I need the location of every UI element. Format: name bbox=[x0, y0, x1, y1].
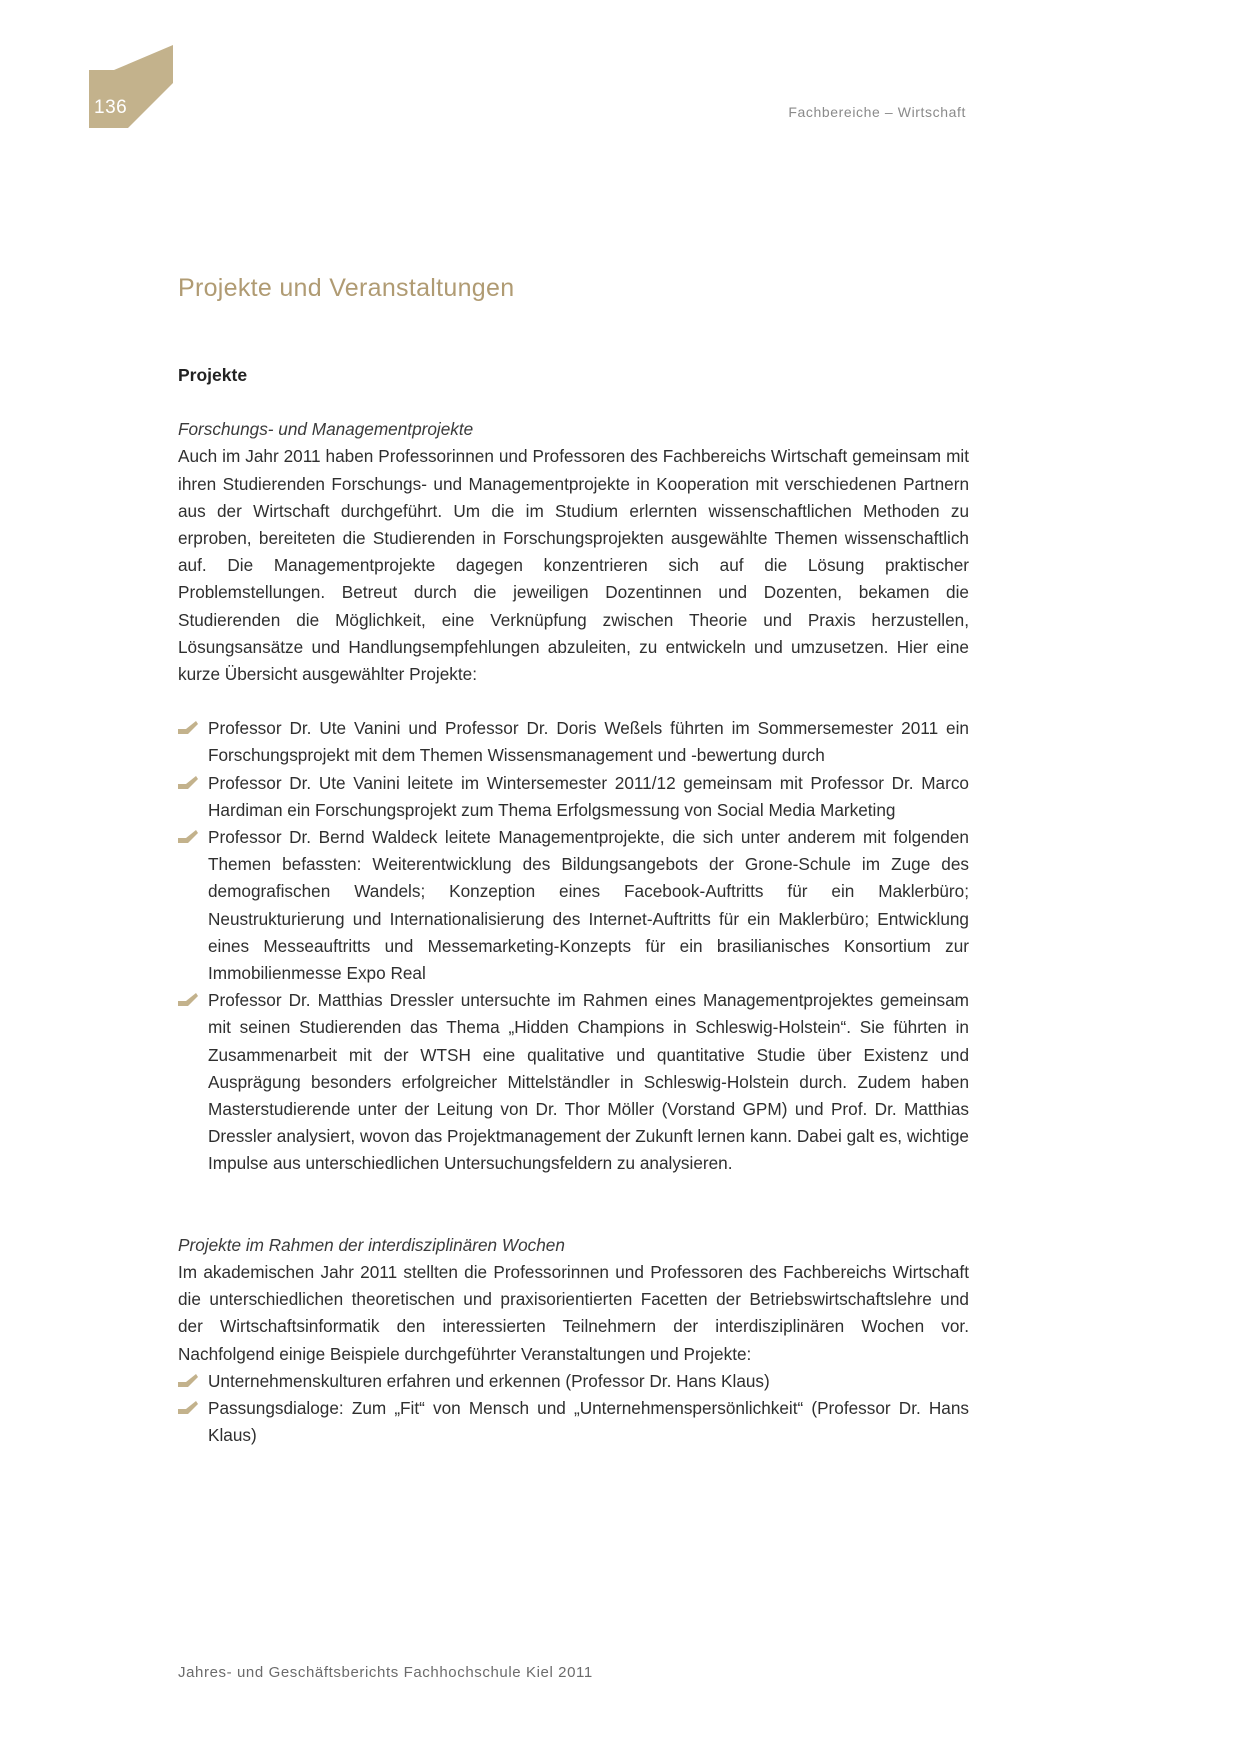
list-item-text: Professor Dr. Ute Vanini leitete im Wintersemester 2011/12 gemeinsam mit Professor Dr. Marco Hardiman ein Forschungsprojekt zum Thema Erfolgsmessung von Social Media Marketing bbox=[208, 772, 969, 820]
main-content bbox=[178, 362, 969, 1449]
check-bullet-icon bbox=[178, 1400, 198, 1416]
page-number: 136 bbox=[94, 97, 128, 118]
list-item-text: Passungsdialoge: Zum „Fit“ von Mensch und „Unternehmenspersönlichkeit“ (Professor Dr. Hans Klaus) bbox=[208, 1397, 969, 1446]
section-title: Projekte und Veranstaltungen bbox=[178, 274, 515, 302]
research-projects-list bbox=[178, 715, 969, 1177]
interdisciplinary-weeks-heading: Projekte im Rahmen der interdisziplinären Wochen bbox=[178, 1234, 565, 1255]
interdisciplinary-weeks-text: Im akademischen Jahr 2011 stellten die Professorinnen und Professoren des Fachbereichs Wirtschaft die unterschiedlichen theoretischen und praxisorientierten Facetten der Betriebswirtschaftslehre und der Wirtschaftsinformatik den interessierten Teilnehmern der interdisziplinären Wochen vor. Nachfolgend einige Beispiele durchgeführter Veranstaltungen und Projekte: bbox=[178, 1261, 969, 1364]
check-bullet-icon bbox=[178, 1373, 198, 1389]
interdisciplinary-weeks-list bbox=[178, 1368, 969, 1450]
projekte-heading: Projekte bbox=[178, 365, 248, 385]
research-projects-heading: Forschungs- und Managementprojekte bbox=[178, 419, 474, 440]
check-bullet-icon bbox=[178, 720, 198, 736]
list-item-text: Professor Dr. Bernd Waldeck leitete Managementprojekte, die sich unter anderem mit folgenden Themen befassten: Weiterentwicklung des Bildungsangebots der Grone-Schule im Zuge des demografischen Wandels; Konzeption eines Facebook-Auftritts für ein Maklerbüro; Neustrukturierung und Internationalisierung des Internet-Auftritts für ein Maklerbüro; Entwicklung eines Messeauftritts und Messemarketing-Konzepts für ein brasilianisches Konsortium zur Immobilienmesse Expo Real bbox=[208, 827, 969, 984]
list-item bbox=[178, 1368, 969, 1395]
page-footer: Jahres- und Geschäftsberichts Fachhochschule Kiel 2011 bbox=[178, 1664, 593, 1681]
list-item-text: Professor Dr. Ute Vanini und Professor Dr. Doris Weßels führten im Sommersemester 2011 ein Forschungsprojekt mit dem Themen Wissensmanagement und -bewertung durch bbox=[208, 718, 969, 766]
list-item bbox=[178, 824, 969, 987]
list-item-text: Professor Dr. Matthias Dressler untersuchte im Rahmen eines Managementprojektes gemeinsam mit seinen Studierenden das Thema „Hidden Champions in Schleswig-Holstein“. Sie führten in Zusammenarbeit mit der WTSH eine qualitative und quantitative Studie über Existenz und Ausprägung besonders erfolgreicher Mittelständler in Schleswig-Holstein durch. Zudem haben Masterstudierende unter der Leitung von Dr. Thor Möller (Vorstand GPM) und Prof. Dr. Matthias Dressler analysiert, wovon das Projektmanagement der Zukunft lernen kann. Dabei galt es, wichtige Impulse aus unterschiedlichen Untersuchungsfeldern zu analysieren. bbox=[208, 990, 969, 1174]
list-item bbox=[178, 770, 969, 824]
check-bullet-icon bbox=[178, 775, 198, 791]
research-projects-text: Auch im Jahr 2011 haben Professorinnen und Professoren des Fachbereichs Wirtschaft gemeinsam mit ihren Studierenden Forschungs- und Managementprojekte in Kooperation mit verschiedenen Partnern aus der Wirtschaft durchgeführt. Um die im Studium erlernten wissenschaftlichen Methoden zu erproben, bereiteten die Studierenden in Forschungsprojekten ausgewählte Themen wissenschaftlich auf. Die Managementprojekte dagegen konzentrieren sich auf die Lösung praktischer Problemstellungen. Betreut durch die jeweiligen Dozentinnen und Dozenten, bekamen die Studierenden die Möglichkeit, eine Verknüpfung zwischen Theorie und Praxis herzustellen, Lösungsansätze und Handlungsempfehlungen abzuleiten, zu entwickeln und umzusetzen. Hier eine kurze Übersicht ausgewählter Projekte: bbox=[178, 446, 969, 685]
list-item bbox=[178, 715, 969, 769]
list-item bbox=[178, 987, 969, 1177]
check-bullet-icon bbox=[178, 829, 198, 845]
list-item-text: Unternehmenskulturen erfahren und erkennen (Professor Dr. Hans Klaus) bbox=[208, 1370, 770, 1391]
running-header: Fachbereiche – Wirtschaft bbox=[788, 104, 966, 120]
list-item bbox=[178, 1395, 969, 1449]
check-bullet-icon bbox=[178, 992, 198, 1008]
